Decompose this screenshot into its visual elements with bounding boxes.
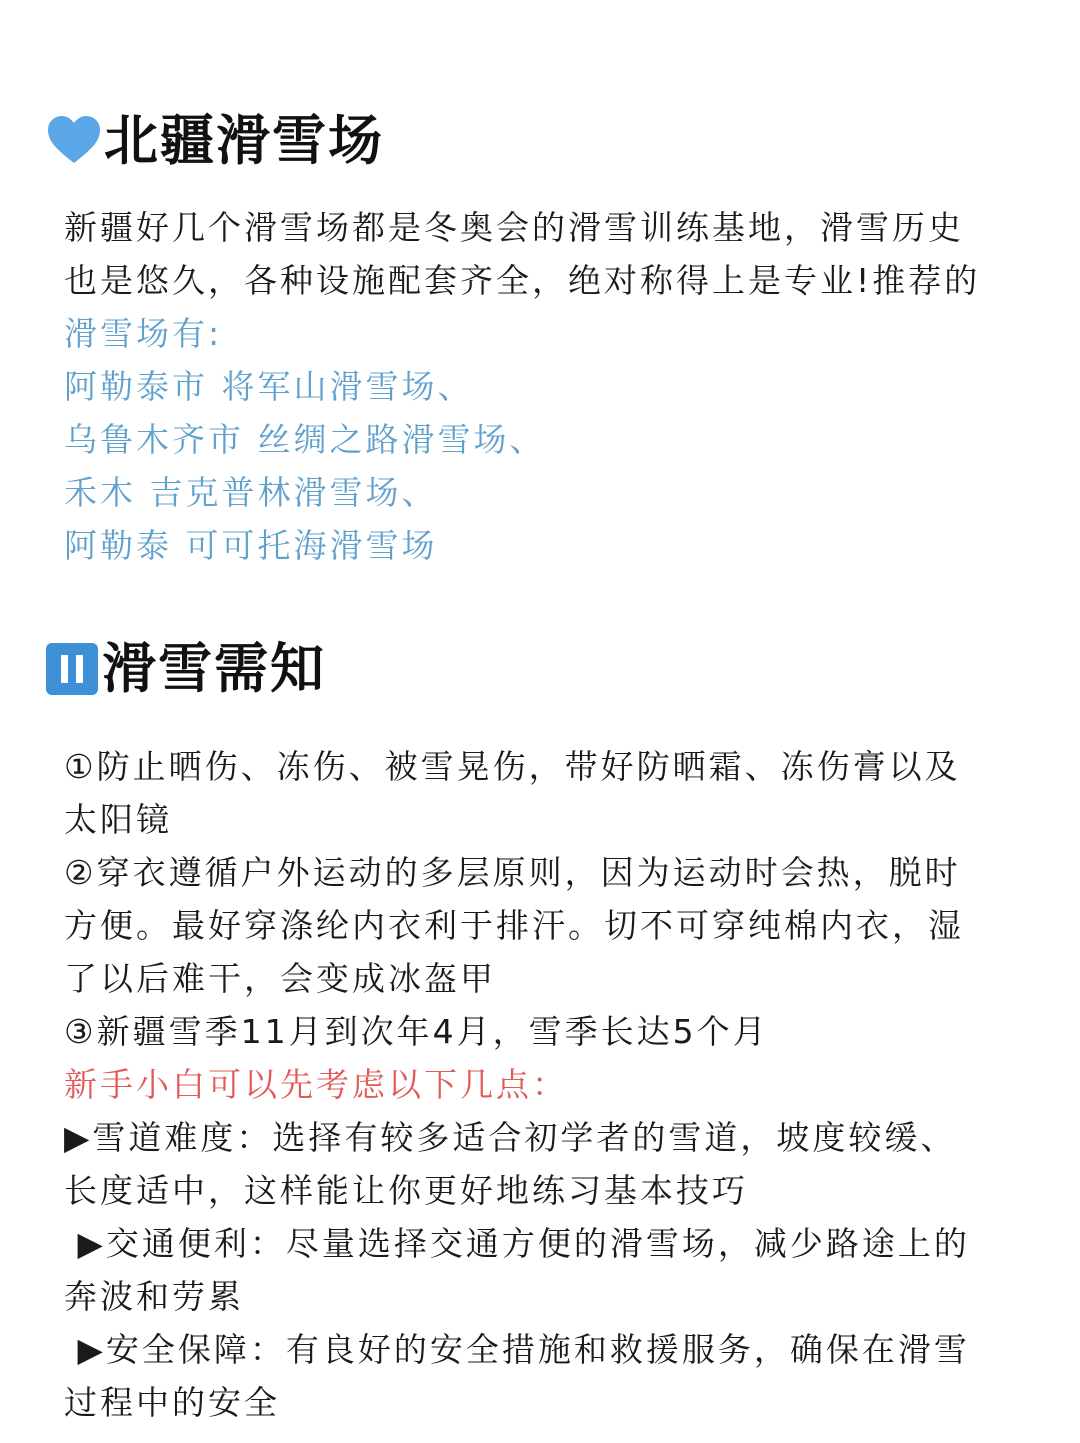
beginner-heading: 新手小白可以先考虑以下几点： [64,1065,568,1104]
section-title: 北疆滑雪场 [104,109,384,172]
intro-line: 新疆好几个滑雪场都是冬奥会的滑雪训练基地，滑雪历史 [64,208,964,247]
tip-line: 过程中的安全 [64,1383,280,1422]
section-heading-ski-resorts [46,106,384,176]
note-line: ②穿衣遵循户外运动的多层原则，因为运动时会热，脱时 [64,853,961,892]
tip-line: 长度适中，这样能让你更好地练习基本技巧 [64,1171,748,1210]
resort-list-heading: 滑雪场有: [64,314,223,353]
heart-icon [46,113,102,169]
pause-icon [46,643,98,695]
tip-line: ▶雪道难度：选择有较多适合初学者的雪道，坡度较缓、 [64,1118,957,1157]
section-heading-ski-notes [46,634,326,704]
resort-item: 阿勒泰 可可托海滑雪场 [64,526,438,565]
tip-line: 奔波和劳累 [64,1277,244,1316]
note-line: ①防止晒伤、冻伤、被雪晃伤，带好防晒霜、冻伤膏以及 [64,747,961,786]
intro-line: 也是悠久，各种设施配套齐全，绝对称得上是专业!推荐的 [64,261,981,300]
note-line: ③新疆雪季11月到次年4月，雪季长达5个月 [64,1012,769,1051]
tip-line: ▶交通便利：尽量选择交通方便的滑雪场，减少路途上的 [64,1224,970,1263]
resort-item: 阿勒泰市 将军山滑雪场、 [64,367,474,406]
note-line: 了以后难干，会变成冰盔甲 [64,959,496,998]
resort-item: 乌鲁木齐市 丝绸之路滑雪场、 [64,420,546,459]
note-line: 太阳镜 [64,800,172,839]
resort-item: 禾木 吉克普林滑雪场、 [64,473,438,512]
section-title: 滑雪需知 [102,637,326,700]
note-line: 方便。最好穿涤纶内衣利于排汗。切不可穿纯棉内衣，湿 [64,906,964,945]
tip-line: ▶安全保障：有良好的安全措施和救援服务，确保在滑雪 [64,1330,970,1369]
